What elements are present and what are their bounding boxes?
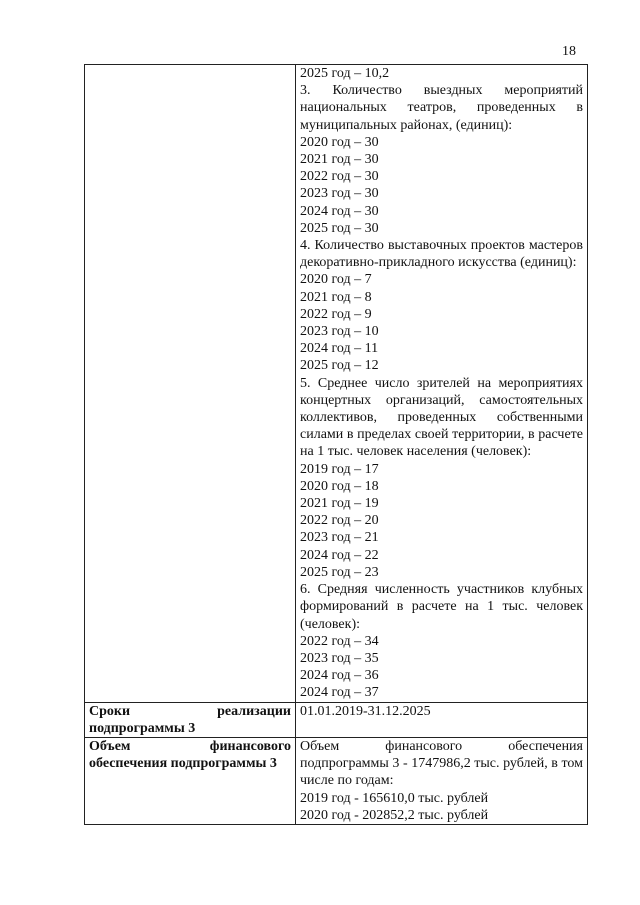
indicator-heading-5: 5. Среднее число зрителей на мероприятиях концертных организаций, самостоятельных коллективов, проведенных собственными силами в пределах своей территории, в расчете на 1 тыс. человек населения (человек): [300, 375, 583, 460]
funding-label-cell [85, 737, 296, 824]
funding-year-line: 2020 год - 202852,2 тыс. рублей [300, 807, 489, 823]
indicator-heading-6: 6. Средняя численность участников клубных формирований в расчете на 1 тыс. человек (человек): [300, 582, 583, 632]
indicator-line: 2023 год – 21 [300, 530, 379, 546]
indicator-line: 2020 год – 7 [300, 272, 372, 288]
indicator-line: 2024 год – 37 [300, 685, 379, 701]
indicators-value-cell [296, 65, 588, 703]
terms-value: 01.01.2019-31.12.2025 [300, 703, 431, 719]
funding-text: Объем финансового обеспечения подпрограммы 3 - 1747986,2 тыс. рублей, в том числе по годам: [300, 738, 583, 789]
terms-value-cell [296, 702, 588, 737]
indicator-line: 2021 год – 8 [300, 289, 372, 305]
indicator-line: 2023 год – 30 [300, 186, 379, 202]
indicator-line: 2025 год – 12 [300, 358, 379, 374]
funding-value-cell [296, 737, 588, 824]
terms-label: Сроки реализации подпрограммы 3 [89, 703, 291, 736]
funding-year-line: 2019 год - 165610,0 тыс. рублей [300, 790, 489, 806]
indicator-line: 2022 год – 30 [300, 169, 379, 185]
indicator-line: 2024 год – 22 [300, 547, 379, 563]
indicator-line: 2022 год – 34 [300, 633, 379, 649]
indicator-line: 2021 год – 19 [300, 496, 379, 512]
passport-table [84, 64, 588, 825]
indicator-line: 2025 год – 23 [300, 564, 379, 580]
indicator-heading-3: 3. Количество выездных мероприятий национальных театров, проведенных в муниципальных районах, (единиц): [300, 83, 583, 133]
indicator-line: 2024 год – 30 [300, 203, 379, 219]
indicators-row [85, 65, 588, 703]
indicator-heading-4: 4. Количество выставочных проектов мастеров декоративно-прикладного искусства (единиц): [300, 238, 583, 271]
terms-label-cell [85, 702, 296, 737]
indicator-line: 2021 год – 30 [300, 152, 379, 168]
page-number: 18 [562, 44, 576, 59]
indicator-line: 2022 год – 9 [300, 306, 372, 322]
indicators-label-cell [85, 65, 296, 703]
indicator-line: 2019 год – 17 [300, 461, 379, 477]
terms-row [85, 702, 588, 737]
funding-label: Объем финансового обеспечения подпрограммы 3 [89, 738, 291, 772]
indicator-line: 2022 год – 20 [300, 513, 379, 529]
indicator-line: 2023 год – 10 [300, 324, 379, 340]
indicator-line: 2020 год – 30 [300, 134, 379, 150]
indicator-line: 2023 год – 35 [300, 650, 379, 666]
indicator-line: 2020 год – 18 [300, 478, 379, 494]
funding-row [85, 737, 588, 824]
indicator-line: 2025 год – 10,2 [300, 66, 390, 81]
indicator-line: 2025 год – 30 [300, 220, 379, 236]
indicator-line: 2024 год – 11 [300, 341, 379, 357]
indicator-line: 2024 год – 36 [300, 668, 379, 684]
